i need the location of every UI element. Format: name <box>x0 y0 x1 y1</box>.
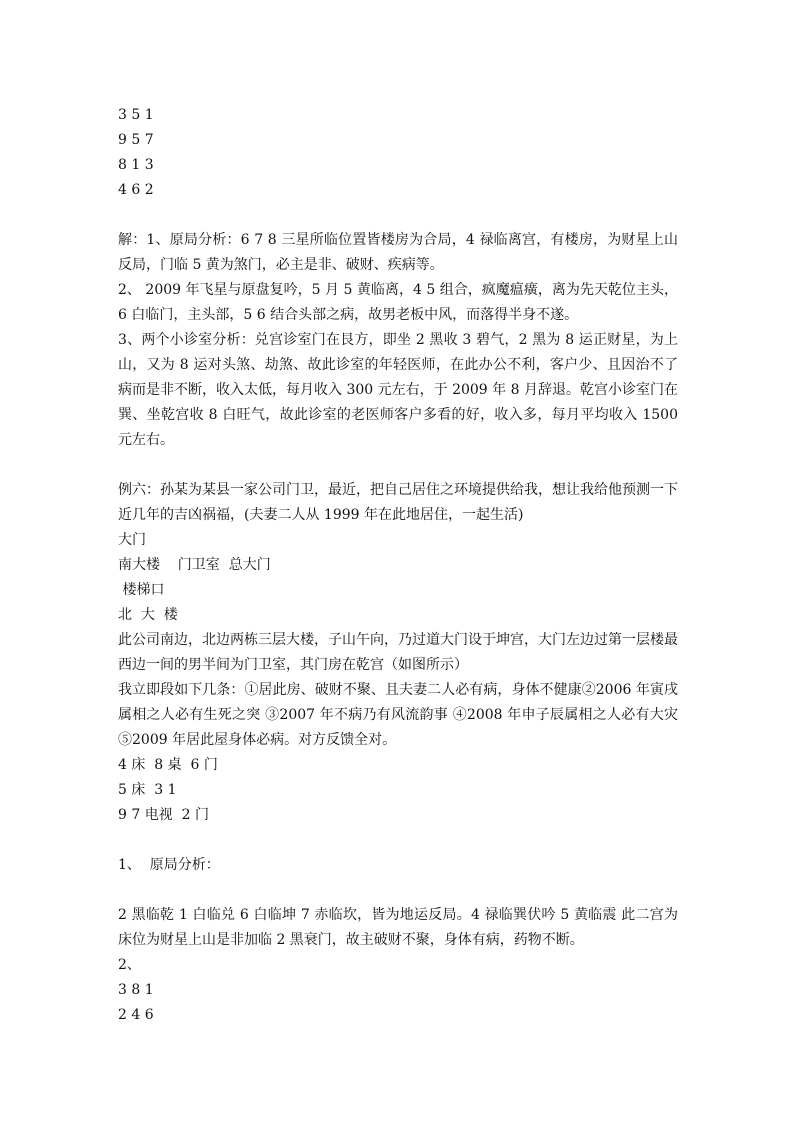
spacer <box>118 828 678 853</box>
room-line-2: 5 床 3 1 <box>118 782 177 798</box>
diagram-line-4: 北 大 楼 <box>118 607 178 623</box>
example6-description: 此公司南边，北边两栋三层大楼，子山午向，乃过道大门设于坤宫，大门左边过第一层楼最西边一间的男半间为门卫室，其门房在乾宫（如图所示） <box>118 632 678 673</box>
analysis2-heading: 1、 原局分析： <box>118 857 220 873</box>
grid2-row-2: 2 4 6 <box>118 1007 154 1023</box>
analysis2-paragraph: 2 黑临乾 1 白临兑 6 白临坤 7 赤临坎，皆为地运反局。4 禄临巽伏吟 5 黄临震 此二宫为床位为财星上山是非加临 2 黑衰门，故主破财不聚，身体有病，药物不断。 <box>118 907 678 948</box>
page-content <box>118 103 678 1028</box>
analysis1-paragraph-3: 3、两个小诊室分析：兑宫诊室门在艮方，即坐 2 黑收 3 碧气，2 黑为 8 运正财星，为上山，又为 8 运对头煞、劫煞、故此诊室的年轻医师，在此办公不利，客户少、且因治不了病而是非不断，收入太低，每月收入 300 元左右，于 2009 年 8 月辞退。乾宫小诊室门在巽、坐乾宫收 8 白旺气，故此诊室的老医师客户多看的好，收入多，每月平均收入 1500 元左右。 <box>118 332 678 448</box>
spacer <box>118 453 678 478</box>
grid1-row-3: 8 1 3 <box>118 157 154 173</box>
spacer <box>118 203 678 228</box>
diagram-line-2: 南大楼 门卫室 总大门 <box>118 557 271 573</box>
diagram-line-1: 大门 <box>118 532 146 548</box>
room-line-1: 4 床 8 桌 6 门 <box>118 757 218 773</box>
grid1-row-2: 9 5 7 <box>118 132 154 148</box>
grid1-row-1: 3 5 1 <box>118 107 154 123</box>
spacer <box>118 878 678 903</box>
analysis1-paragraph-2: 2、 2009 年飞星与原盘复吟，5 月 5 黄临离，4 5 组合，疯魔瘟癀，离为先天乾位主头，6 白临门，主头部，5 6 结合头部之病，故男老板中风，而落得半身不遂。 <box>118 282 678 323</box>
analysis2-item-2: 2、 <box>118 957 141 973</box>
example6-intro: 例六：孙某为某县一家公司门卫，最近，把自己居住之环境提供给我，想让我给他预测一下近几年的吉凶祸福，(夫妻二人从 1999 年在此地居住，一起生活) <box>118 482 678 523</box>
analysis1-paragraph-1: 解：1、原局分析：6 7 8 三星所临位置皆楼房为合局，4 禄临离宫，有楼房，为财星上山反局，门临 5 黄为煞门，必主是非、破财、疾病等。 <box>118 232 678 273</box>
example6-predictions: 我立即段如下几条：①居此房、破财不聚、且夫妻二人必有病，身体不健康②2006 年寅戌属相之人必有生死之突 ③2007 年不病乃有风流韵事 ④2008 年申子辰属相之人必有大灾⑤2009 年居此屋身体必病。对方反馈全对。 <box>118 682 678 748</box>
diagram-line-3: 楼梯口 <box>118 582 165 598</box>
room-line-3: 9 7 电视 2 门 <box>118 807 209 823</box>
grid1-row-4: 4 6 2 <box>118 182 154 198</box>
grid2-row-1: 3 8 1 <box>118 982 154 998</box>
